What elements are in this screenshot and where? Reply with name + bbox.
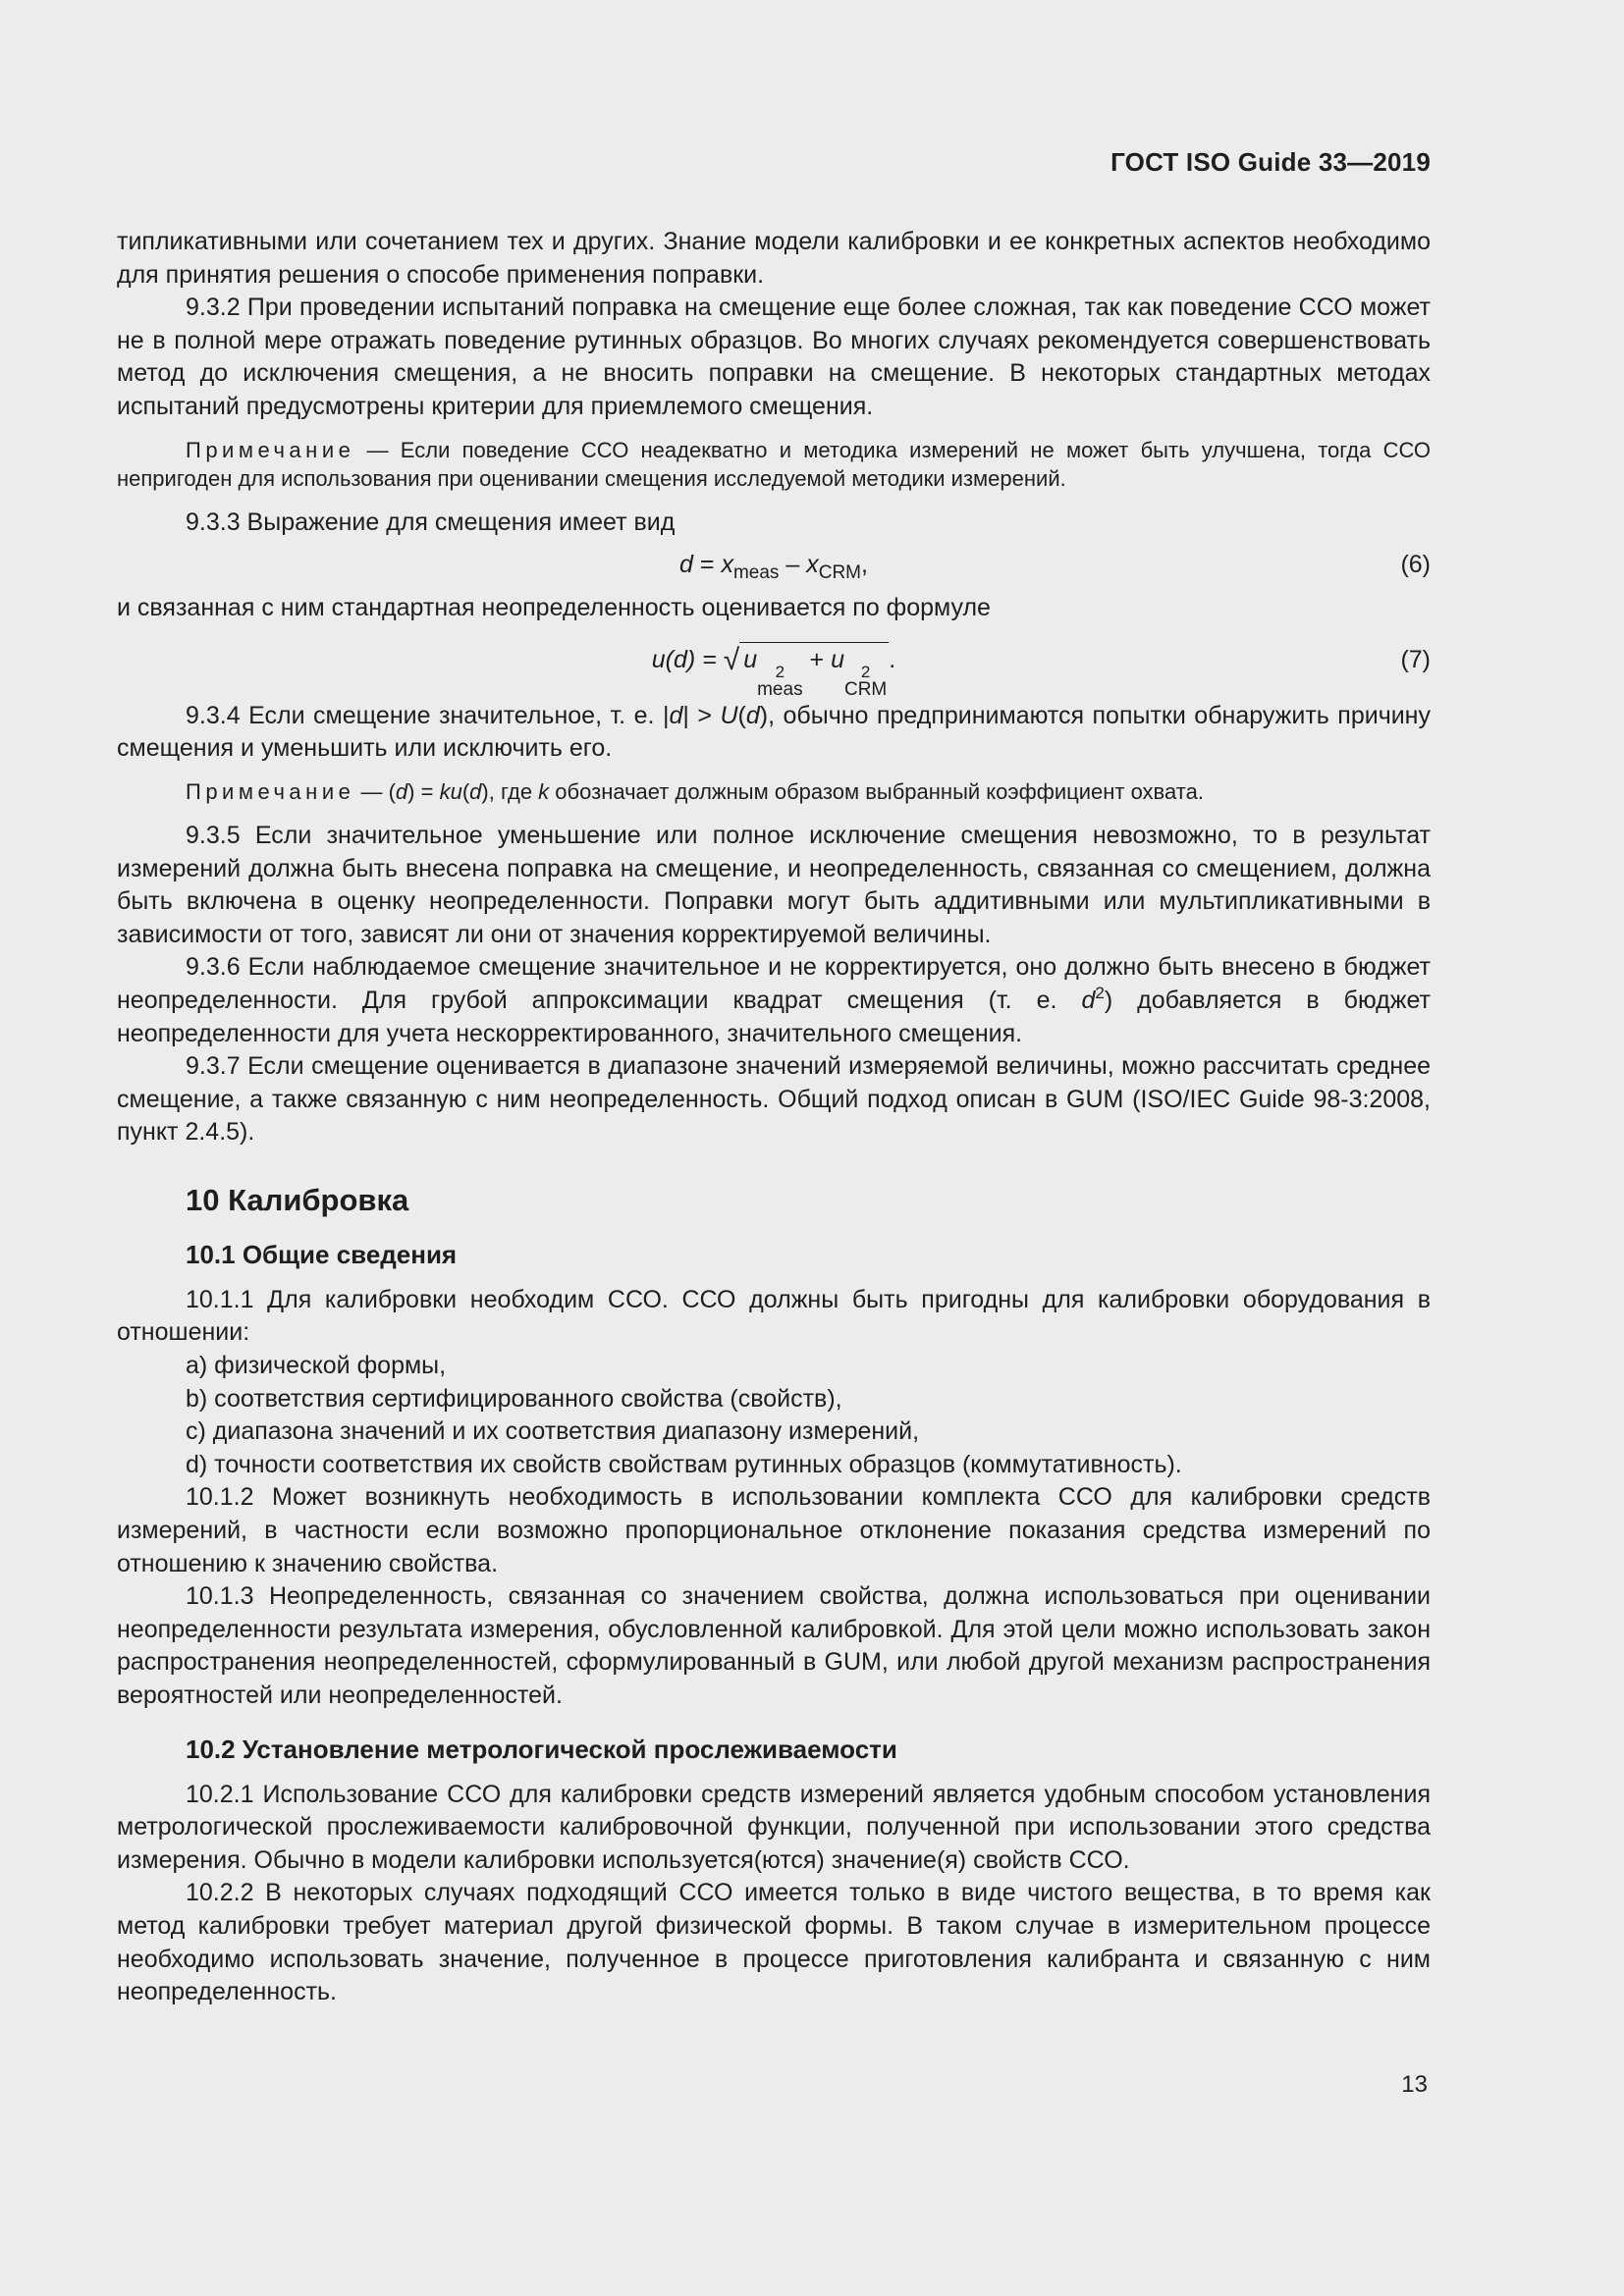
paragraph-9-3-7: 9.3.7 Если смещение оценивается в диапазоне значений измеряемой величины, можно рассчитать среднее смещение, а также связанную с ним неопределенность. Общий подход описан в GUM (ISO/IEC Guide 98-3:2008, пункт 2.4.5). bbox=[117, 1052, 1431, 1147]
paragraph-9-3-2: 9.3.2 При проведении испытаний поправка на смещение еще более сложная, так как поведение ССО может не в полной мере отражать поведение рутинных образцов. Во многих случаях рекомендуется совершенствовать метод до исключения смещения, а не вносить поправки на смещение. В некоторых стандартных методах испытаний предусмотрены критерии для приемлемого смещения. bbox=[117, 294, 1431, 420]
paragraph-10-2-2: 10.2.2 В некоторых случаях подходящий ССО имеется только в виде чистого вещества, в то время как метод калибровки требует материал другой физической формы. В таком случае в измерительном процессе необходимо использовать значение, полученное в процессе приготовления калибранта и связанную с ним неопределенность. bbox=[117, 1879, 1431, 2006]
document-body bbox=[117, 226, 1431, 2009]
formula-lhs: u(d) = bbox=[651, 645, 724, 673]
list-item: b) соответствия сертифицированного свойства (свойств), bbox=[186, 1384, 842, 1413]
paragraph-10-1-1: 10.1.1 Для калибровки необходим ССО. ССО должны быть пригодны для калибровки оборудования в отношении: bbox=[117, 1285, 1431, 1347]
paragraph-after-formula-6: и связанная с ним стандартная неопределенность оценивается по формуле bbox=[117, 594, 991, 622]
paragraph-9-3-5: 9.3.5 Если значительное уменьшение или полное исключение смещения невозможно, то в результат измерений должна быть внесена поправка на смещение, и неопределенность, связанная со смещением, должна быть включена в оценку неопределенности. Поправки могут быть аддитивными или мультипликативными в зависимости от того, зависят ли они от значения корректируемой величины. bbox=[117, 821, 1431, 948]
section-heading-10: 10 Калибровка bbox=[186, 1182, 409, 1217]
formula-var-d: d bbox=[679, 551, 693, 579]
list-item: a) физической формы, bbox=[186, 1352, 447, 1380]
radicand: u 2 meas + u 2 CRM bbox=[739, 642, 889, 699]
formula-number: (7) bbox=[1400, 645, 1431, 673]
note-2: Примечание — (d) = ku(d), где k обозначает должным образом выбранный коэффициент охвата. bbox=[186, 778, 1204, 804]
subsection-heading-10-2: 10.2 Установление метрологической прослеживаемости bbox=[186, 1734, 897, 1764]
note-1 bbox=[117, 436, 1431, 493]
page-number: 13 bbox=[1401, 2071, 1428, 2098]
radical-sign: √ bbox=[723, 643, 740, 676]
paragraph-9-3-6: 9.3.6 Если наблюдаемое смещение значительное и не корректируется, оно должно быть внесено в бюджет неопределенности. Для грубой аппроксимации квадрат смещения (т. е. $d^2$) добавляется в бюджет неопределенности для учета нескорректированного, значительного смещения. bbox=[117, 953, 1431, 1047]
document-header: ГОСТ ISO Guide 33—2019 bbox=[1110, 147, 1431, 177]
note-label: Примечание bbox=[186, 437, 355, 462]
formula-number: (6) bbox=[1400, 551, 1431, 579]
paragraph-10-1-2: 10.1.2 Может возникнуть необходимость в использовании комплекта ССО для калибровки средств измерений, в частности если возможно пропорциональное отклонение показания средства измерений по отношению к значению свойства. bbox=[117, 1483, 1431, 1577]
paragraph-10-1-3: 10.1.3 Неопределенность, связанная со значением свойства, должна использоваться при оценивании неопределенности результата измерения, обусловленной калибровкой. Для этой цели можно использовать закон распространения неопределенностей, сформулированный в GUM, или любой другой механизм распространения вероятностей или неопределенностей. bbox=[117, 1582, 1431, 1709]
list-item: c) диапазона значений и их соответствия диапазону измерений, bbox=[186, 1417, 920, 1446]
list-item: d) точности соответствия их свойств свойствам рутинных образцов (коммутативность). bbox=[186, 1450, 1182, 1478]
note-text: — Если поведение ССО неадекватно и методика измерений не может быть улучшена, тогда ССО непригоден для использования при оценивании смещения исследуемой методики измерений. bbox=[117, 437, 1431, 491]
paragraph-9-3-4: 9.3.4 Если смещение значительное, т. е. |d| > U(d), обычно предпринимаются попытки обнаружить причину смещения и уменьшить или исключить его. bbox=[117, 701, 1431, 763]
note-label: Примечание bbox=[186, 778, 355, 804]
paragraph-continuation: типликативными или сочетанием тех и других. Знание модели калибровки и ее конкретных аспектов необходимо для принятия решения о способе применения поправки. bbox=[117, 228, 1431, 289]
formula-6: $d = x_{meas} - x_{CRM}$, (6) bbox=[117, 545, 1431, 584]
subsection-heading-10-1: 10.1 Общие сведения bbox=[186, 1239, 458, 1269]
formula-7: u(d) = √ u 2 meas + u 2 CRM . (7) bbox=[117, 633, 1431, 686]
paragraph-10-2-1: 10.2.1 Использование ССО для калибровки средств измерений является удобным способом установления метрологической прослеживаемости калибровочной функции, полученной при использовании этого средства измерения. Обычно в модели калибровки используется(ются) значение(я) свойств ССО. bbox=[117, 1780, 1431, 1874]
paragraph-9-3-3: 9.3.3 Выражение для смещения имеет вид bbox=[186, 507, 676, 536]
